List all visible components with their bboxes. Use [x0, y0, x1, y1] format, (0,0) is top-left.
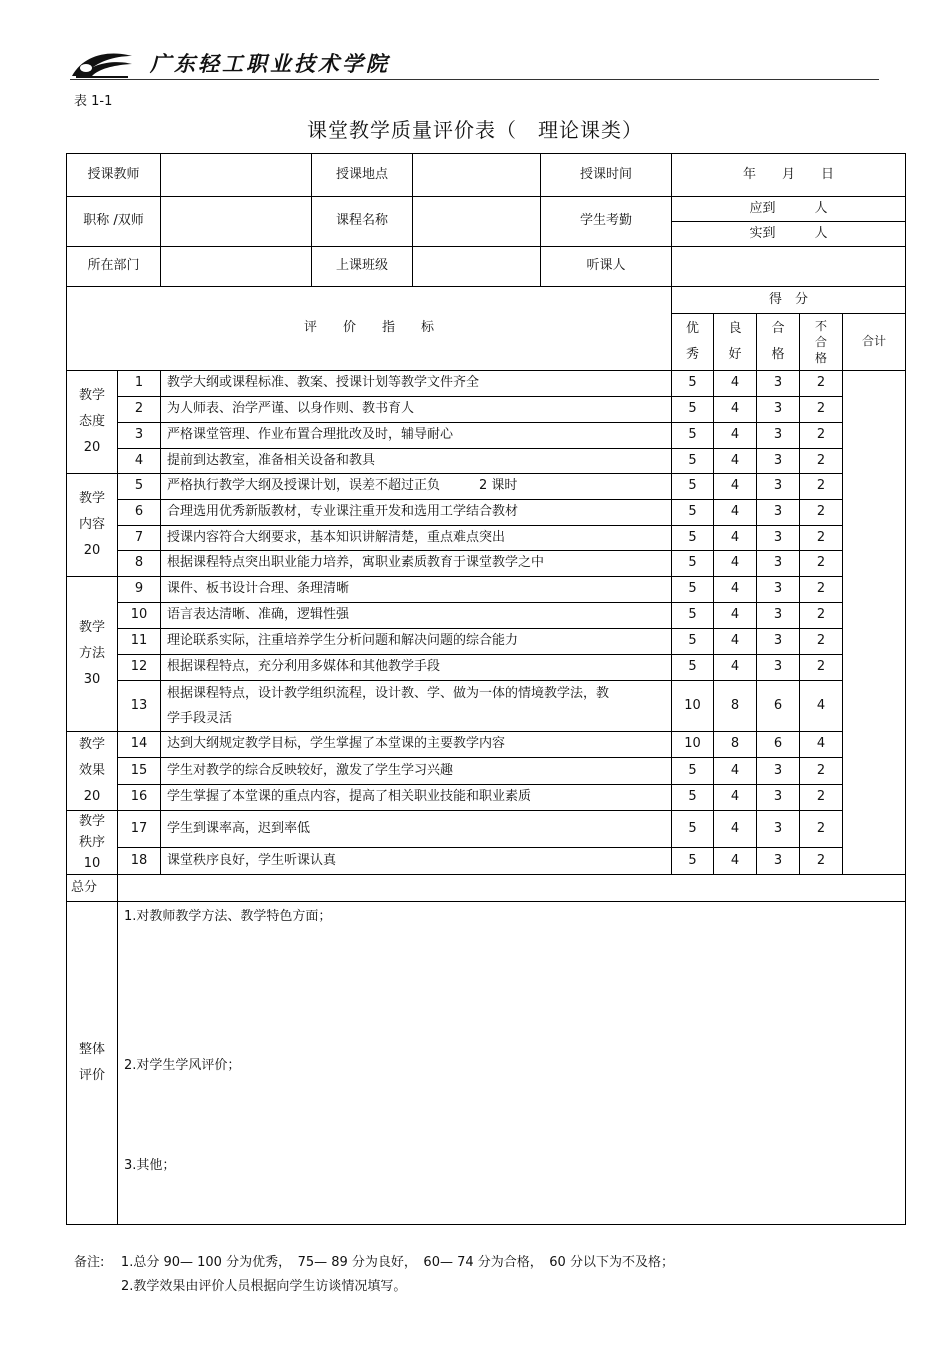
score-fail[interactable]: 2: [800, 655, 843, 681]
item-no: 3: [118, 423, 161, 449]
category-name: 教学方法: [78, 620, 105, 661]
item-no: 9: [118, 577, 161, 603]
course-field[interactable]: [413, 197, 541, 247]
score-pass[interactable]: 3: [757, 526, 800, 551]
score-fail[interactable]: 2: [800, 848, 843, 875]
listener-label: 听课人: [541, 247, 672, 287]
score-good[interactable]: 4: [714, 474, 757, 500]
item-no: 7: [118, 526, 161, 551]
category-cell: [67, 811, 118, 875]
fail-header: 不合格: [800, 314, 843, 371]
notes-label: 备注:: [74, 1255, 105, 1270]
date-field[interactable]: 年 月 日: [672, 154, 906, 197]
place-field[interactable]: [413, 154, 541, 197]
score-fail[interactable]: 2: [800, 811, 843, 848]
item-text: 严格课堂管理、作业布置合理批改及时，辅导耐心: [161, 423, 672, 449]
score-pass[interactable]: 3: [757, 577, 800, 603]
class-label: 上课班级: [312, 247, 413, 287]
item-no: 17: [118, 811, 161, 848]
course-label: 课程名称: [312, 197, 413, 247]
score-good[interactable]: 8: [714, 732, 757, 758]
score-excellent[interactable]: 5: [672, 371, 714, 397]
item-text: 合理选用优秀新版教材，专业课注重开发和选用工学结合教材: [161, 500, 672, 526]
item-text: 严格执行教学大纲及授课计划，误差不超过正负 2 课时: [161, 474, 672, 500]
score-pass[interactable]: 3: [757, 449, 800, 474]
item-text: 学生对教学的综合反映较好，激发了学生学习兴趣: [161, 758, 672, 784]
item-no: 15: [118, 758, 161, 784]
score-fail[interactable]: 2: [800, 577, 843, 603]
listener-field[interactable]: [672, 247, 906, 287]
item-text: 学生到课率高，迟到率低: [161, 811, 672, 848]
score-good[interactable]: 4: [714, 500, 757, 526]
class-field[interactable]: [413, 247, 541, 287]
score-fail[interactable]: 2: [800, 603, 843, 629]
score-good[interactable]: 4: [714, 655, 757, 681]
score-good[interactable]: 4: [714, 577, 757, 603]
overall-label-cell: [67, 902, 118, 1225]
table-number: 表 1-1: [74, 94, 113, 109]
score-pass[interactable]: 3: [757, 655, 800, 681]
overall-evaluation-field[interactable]: [118, 902, 906, 1225]
overall-question-1: 1.对教师教学方法、教学特色方面；: [124, 909, 332, 924]
score-pass[interactable]: 3: [757, 811, 800, 848]
category-points: 30: [83, 672, 101, 687]
institution-name: 广东轻工职业技术学院: [150, 51, 390, 76]
item-no: 4: [118, 449, 161, 474]
overall-question-3: 3.其他；: [124, 1158, 176, 1173]
category-points: 20: [83, 789, 101, 804]
score-good[interactable]: 4: [714, 811, 757, 848]
score-excellent[interactable]: 5: [672, 551, 714, 577]
item-no: 2: [118, 397, 161, 423]
item-no: 1: [118, 371, 161, 397]
score-excellent[interactable]: 5: [672, 848, 714, 875]
category-cell: [67, 371, 118, 474]
notes: [74, 1251, 674, 1299]
good-header: 良好: [714, 314, 757, 371]
score-fail[interactable]: 2: [800, 423, 843, 449]
score-pass[interactable]: 6: [757, 732, 800, 758]
overall-question-2: 2.对学生学风评价；: [124, 1058, 241, 1073]
time-label: 授课时间: [541, 154, 672, 197]
score-excellent[interactable]: 5: [672, 811, 714, 848]
score-excellent[interactable]: 5: [672, 449, 714, 474]
total-column[interactable]: [843, 371, 906, 875]
item-no: 6: [118, 500, 161, 526]
category-points: 10: [83, 856, 101, 871]
score-good[interactable]: 4: [714, 551, 757, 577]
pass-header: 合格: [757, 314, 800, 371]
item-text: 根据课程特点突出职业能力培养，寓职业素质教育于课堂教学之中: [161, 551, 672, 577]
item-text: 达到大纲规定教学目标，学生掌握了本堂课的主要教学内容: [161, 732, 672, 758]
item-no: 8: [118, 551, 161, 577]
item-no: 18: [118, 848, 161, 875]
score-fail[interactable]: 2: [800, 526, 843, 551]
score-fail[interactable]: 4: [800, 732, 843, 758]
category-cell: [67, 577, 118, 732]
score-pass[interactable]: 3: [757, 371, 800, 397]
score-fail[interactable]: 2: [800, 784, 843, 810]
score-excellent[interactable]: 5: [672, 474, 714, 500]
item-text: 根据课程特点，设计教学组织流程，设计教、学、做为一体的情境教学法，教学手段灵活: [161, 681, 672, 732]
score-good[interactable]: 4: [714, 758, 757, 784]
overall-label: 整体评价: [78, 1042, 105, 1083]
score-excellent[interactable]: 5: [672, 629, 714, 655]
score-excellent[interactable]: 5: [672, 423, 714, 449]
dept-field[interactable]: [161, 247, 312, 287]
score-pass[interactable]: 3: [757, 397, 800, 423]
score-excellent[interactable]: 5: [672, 784, 714, 810]
score-excellent[interactable]: 5: [672, 500, 714, 526]
header-divider: [70, 79, 879, 80]
score-pass[interactable]: 3: [757, 758, 800, 784]
score-good[interactable]: 8: [714, 681, 757, 732]
teacher-label: 授课教师: [67, 154, 161, 197]
page-title: 课堂教学质量评价表（ 理论课类）: [307, 118, 643, 142]
attendance-label: 学生考勤: [541, 197, 672, 247]
score-excellent[interactable]: 5: [672, 655, 714, 681]
score-good[interactable]: 4: [714, 526, 757, 551]
score-fail[interactable]: 2: [800, 551, 843, 577]
expected-count-field[interactable]: 应到 人: [672, 197, 906, 222]
score-pass[interactable]: 3: [757, 784, 800, 810]
score-pass[interactable]: 3: [757, 848, 800, 875]
category-cell: [67, 732, 118, 811]
score-pass[interactable]: 3: [757, 629, 800, 655]
item-text: 为人师表、治学严谨、以身作则、教书育人: [161, 397, 672, 423]
score-excellent[interactable]: 10: [672, 681, 714, 732]
score-pass[interactable]: 3: [757, 603, 800, 629]
score-good[interactable]: 4: [714, 449, 757, 474]
score-excellent[interactable]: 5: [672, 397, 714, 423]
title-field[interactable]: [161, 197, 312, 247]
item-no: 14: [118, 732, 161, 758]
score-fail[interactable]: 2: [800, 371, 843, 397]
score-fail[interactable]: 2: [800, 500, 843, 526]
actual-count-field[interactable]: 实到 人: [672, 222, 906, 247]
score-good[interactable]: 4: [714, 848, 757, 875]
indicator-header: 评 价 指 标: [67, 287, 672, 371]
score-fail[interactable]: 2: [800, 449, 843, 474]
item-no: 13: [118, 681, 161, 732]
score-good[interactable]: 4: [714, 629, 757, 655]
score-good[interactable]: 4: [714, 784, 757, 810]
score-good[interactable]: 4: [714, 603, 757, 629]
item-text: 学生掌握了本堂课的重点内容，提高了相关职业技能和职业素质: [161, 784, 672, 810]
teacher-field[interactable]: [161, 154, 312, 197]
category-name: 教学效果: [78, 737, 105, 778]
score-fail[interactable]: 2: [800, 758, 843, 784]
title-label: 职称 /双师: [67, 197, 161, 247]
score-pass[interactable]: 3: [757, 423, 800, 449]
note-1: 1.总分 90— 100 分为优秀， 75— 89 分为良好， 60— 74 分为合格， 60 分以下为不及格；: [120, 1255, 674, 1270]
score-excellent[interactable]: 5: [672, 526, 714, 551]
item-no: 5: [118, 474, 161, 500]
score-excellent[interactable]: 5: [672, 603, 714, 629]
score-excellent[interactable]: 5: [672, 577, 714, 603]
excellent-header: 优秀: [672, 314, 714, 371]
score-fail[interactable]: 2: [800, 629, 843, 655]
item-text: 理论联系实际，注重培养学生分析问题和解决问题的综合能力: [161, 629, 672, 655]
score-fail[interactable]: 2: [800, 397, 843, 423]
score-fail[interactable]: 4: [800, 681, 843, 732]
item-text: 课件、板书设计合理、条理清晰: [161, 577, 672, 603]
item-no: 10: [118, 603, 161, 629]
score-group-header: 得 分: [672, 287, 906, 314]
total-header: 合计: [843, 314, 906, 371]
category-name: 教学态度: [78, 388, 105, 429]
item-text: 教学大纲或课程标准、教案、授课计划等教学文件齐全: [161, 371, 672, 397]
evaluation-table: [66, 153, 906, 1225]
total-score-label: 总分: [67, 875, 118, 902]
category-name: 教学秩序: [78, 814, 105, 850]
item-text: 提前到达教室，准备相关设备和教具: [161, 449, 672, 474]
dept-label: 所在部门: [67, 247, 161, 287]
score-pass[interactable]: 6: [757, 681, 800, 732]
item-no: 16: [118, 784, 161, 810]
item-text: 根据课程特点，充分利用多媒体和其他教学手段: [161, 655, 672, 681]
score-excellent[interactable]: 5: [672, 758, 714, 784]
category-name: 教学内容: [78, 491, 105, 532]
total-score-field[interactable]: [118, 875, 906, 902]
score-good[interactable]: 4: [714, 423, 757, 449]
score-good[interactable]: 4: [714, 371, 757, 397]
item-text: 课堂秩序良好，学生听课认真: [161, 848, 672, 875]
item-text: 语言表达清晰、准确，逻辑性强: [161, 603, 672, 629]
score-fail[interactable]: 2: [800, 474, 843, 500]
letterhead: [70, 46, 880, 82]
category-points: 20: [83, 440, 101, 455]
category-points: 20: [83, 543, 101, 558]
score-pass[interactable]: 3: [757, 474, 800, 500]
score-pass[interactable]: 3: [757, 551, 800, 577]
note-2: 2.教学效果由评价人员根据向学生访谈情况填写。: [121, 1279, 407, 1294]
item-no: 12: [118, 655, 161, 681]
place-label: 授课地点: [312, 154, 413, 197]
item-text: 授课内容符合大纲要求，基本知识讲解清楚，重点难点突出: [161, 526, 672, 551]
score-good[interactable]: 4: [714, 397, 757, 423]
score-pass[interactable]: 3: [757, 500, 800, 526]
score-excellent[interactable]: 10: [672, 732, 714, 758]
item-no: 11: [118, 629, 161, 655]
category-cell: [67, 474, 118, 577]
college-logo-icon: [70, 46, 134, 82]
